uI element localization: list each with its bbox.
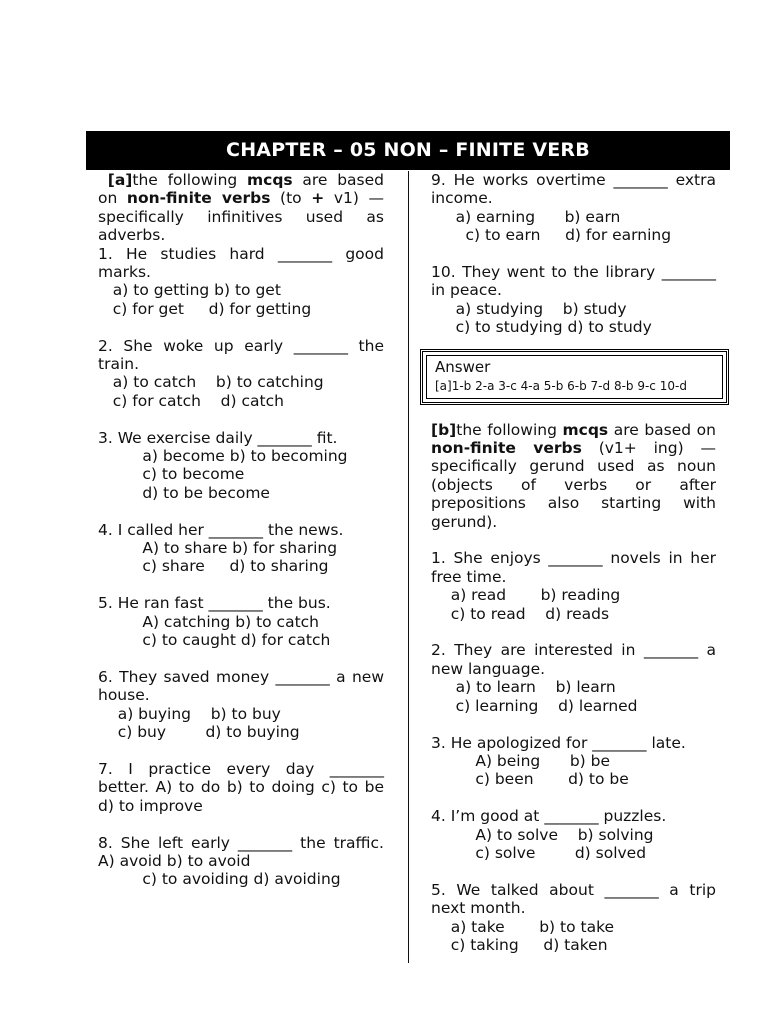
question-stem: 2. They are interested in _______ a new language. xyxy=(431,641,716,678)
question-b2 xyxy=(431,641,716,715)
question-stem: 5. We talked about _______ a trip next month. xyxy=(431,880,716,918)
question-b4 xyxy=(431,807,716,862)
question-options: c) to become xyxy=(98,465,245,484)
section-b-label: [b] xyxy=(431,420,457,439)
question-options: a) to catch b) to catching xyxy=(98,373,324,392)
question-a8 xyxy=(98,834,384,889)
question-stem: 3. We exercise daily _______ fit. xyxy=(98,428,338,447)
question-stem: 5. He ran fast _______ the bus. xyxy=(98,594,331,613)
question-options: a) to getting b) to get xyxy=(98,281,281,300)
question-a1 xyxy=(98,245,384,319)
section-a-intro xyxy=(98,171,384,245)
question-options: c) buy d) to buying xyxy=(98,723,300,742)
question-options: A) being b) be xyxy=(431,751,611,770)
question-options: a) studying b) study xyxy=(431,299,627,318)
question-options: A) to share b) for sharing xyxy=(98,539,338,558)
question-stem: 8. She left early _______ the traffic. A) avoid b) to avoid xyxy=(98,833,384,870)
question-options: c) learning d) learned xyxy=(431,696,638,715)
answer-title: Answer xyxy=(435,357,491,376)
intro-text: (to xyxy=(270,189,312,208)
question-options: a) to learn b) learn xyxy=(431,678,616,697)
question-stem: 3. He apologized for _______ late. xyxy=(431,733,686,752)
question-a2 xyxy=(98,337,384,411)
question-options: A) catching b) to catch xyxy=(98,612,320,631)
question-options: a) buying b) to buy xyxy=(98,704,281,723)
answer-box-inner xyxy=(426,355,723,399)
intro-bold: mcqs xyxy=(246,171,293,189)
section-b-intro xyxy=(431,421,716,531)
question-a6 xyxy=(98,668,384,742)
question-b5 xyxy=(431,881,716,955)
question-stem: 2. She woke up early _______ the train. xyxy=(98,336,384,374)
answer-key: [a]1-b 2-a 3-c 4-a 5-b 6-b 7-d 8-b 9-c 10-d xyxy=(435,378,687,393)
column-divider xyxy=(408,171,409,963)
question-options: c) to caught d) for catch xyxy=(98,631,331,650)
intro-bold: + xyxy=(311,189,325,208)
question-a10 xyxy=(431,263,716,337)
intro-text: the following xyxy=(132,171,247,189)
question-b3 xyxy=(431,734,716,789)
intro-text: v1) — specifically infinitives used as adverbs. xyxy=(98,189,385,245)
question-stem: 10. They went to the library _______ in peace. xyxy=(431,263,716,300)
question-options: a) read b) reading xyxy=(431,586,621,605)
intro-text: the following xyxy=(456,420,563,439)
question-options: c) to read d) reads xyxy=(431,604,610,623)
question-stem: 1. He studies hard _______ good marks. xyxy=(98,244,384,282)
question-options: d) to be become xyxy=(98,483,270,502)
question-stem: 4. I’m good at _______ puzzles. xyxy=(431,807,667,826)
question-options: a) become b) to becoming xyxy=(98,447,348,466)
chapter-title-banner: CHAPTER – 05 NON – FINITE VERB xyxy=(86,131,730,170)
left-column xyxy=(98,171,384,889)
answer-box xyxy=(420,349,729,405)
question-options: c) for get d) for getting xyxy=(98,299,312,318)
intro-text: (v1+ ing) — specifically gerund used as noun (objects of verbs or after prepositions also starting with gerund). xyxy=(431,439,716,531)
question-options: c) share d) to sharing xyxy=(98,557,329,576)
question-b1 xyxy=(431,549,716,623)
question-a3 xyxy=(98,429,384,503)
question-options: a) take b) to take xyxy=(431,917,615,936)
question-options: c) taking d) taken xyxy=(431,935,608,954)
question-options: c) to avoiding d) avoiding xyxy=(98,870,341,889)
question-a9 xyxy=(431,171,716,245)
question-stem: 6. They saved money _______ a new house. xyxy=(98,667,384,705)
question-stem: 1. She enjoys _______ novels in her free time. xyxy=(431,549,716,586)
section-a-label: [a] xyxy=(107,171,133,189)
question-stem: 9. He works overtime _______ extra income. xyxy=(431,171,716,208)
question-options: c) solve d) solved xyxy=(431,843,647,862)
question-options: c) for catch d) catch xyxy=(98,391,284,410)
question-options: c) been d) to be xyxy=(431,770,629,789)
question-options: c) to studying d) to study xyxy=(431,318,652,337)
intro-text: are based on xyxy=(98,171,384,208)
intro-bold: non-finite verbs xyxy=(431,439,582,458)
intro-text: are based on xyxy=(608,420,716,439)
question-stem: 4. I called her _______ the news. xyxy=(98,520,344,539)
question-options: c) to earn d) for earning xyxy=(431,226,672,245)
question-a7 xyxy=(98,760,384,815)
question-options: a) earning b) earn xyxy=(431,207,621,226)
intro-bold: mcqs xyxy=(562,420,609,439)
question-a4 xyxy=(98,521,384,576)
question-options: A) to solve b) solving xyxy=(431,825,654,844)
intro-bold: non-finite verbs xyxy=(126,189,271,208)
question-a5 xyxy=(98,594,384,649)
question-stem: 7. I practice every day _______ better. A) to do b) to doing c) to be d) to improve xyxy=(98,759,384,815)
right-column xyxy=(431,171,716,954)
